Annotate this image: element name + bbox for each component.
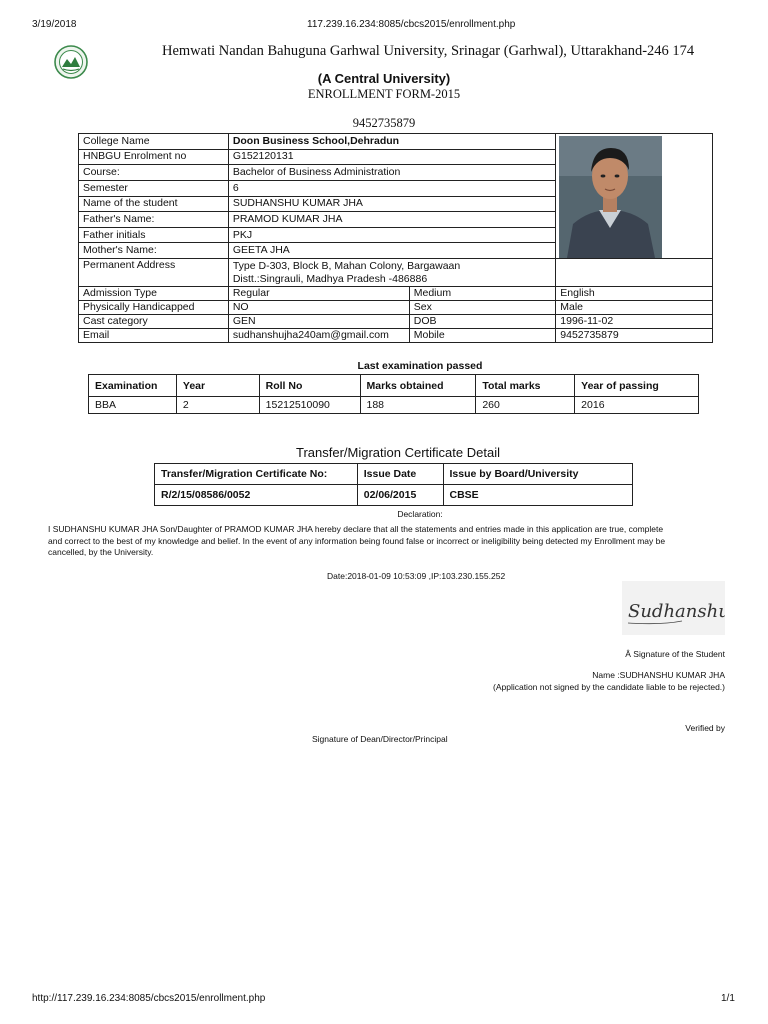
address-line-2: Distt.:Singrauli, Madhya Pradesh -486886 — [232, 272, 428, 285]
mother-name-label: Mother's Name: — [79, 243, 229, 259]
table-row — [79, 315, 713, 329]
category-label: Cast category — [79, 315, 229, 329]
table-row — [79, 329, 713, 343]
declaration-line-1: I SUDHANSHU KUMAR JHA Son/Daughter of PRAMOD KUMAR JHA hereby declare that all the statements and entries made in this application are true, complete — [48, 524, 664, 534]
signature-caption: Â Signature of the Student — [625, 649, 725, 659]
enrolment-label: HNBGU Enrolment no — [79, 149, 229, 165]
roll-cell: 15212510090 — [259, 397, 360, 414]
signatory-name: Name :SUDHANSHU KUMAR JHA — [592, 670, 725, 680]
table-header-row — [155, 464, 633, 485]
student-photo — [559, 136, 662, 258]
category-value: GEN — [228, 315, 409, 329]
total-cell: 260 — [476, 397, 575, 414]
email-label: Email — [79, 329, 229, 343]
roll-header: Roll No — [259, 375, 360, 397]
student-signature — [622, 581, 725, 635]
total-header: Total marks — [476, 375, 575, 397]
submission-date: Date:2018-01-09 10:53:09 ,IP:103.230.155.252 — [327, 571, 506, 581]
medium-label: Medium — [409, 287, 556, 301]
declaration-line-2: and correct to the best of my knowledge and belief. In the event of any information being found false or incorrect or ineligibility being detected my Enrollment may be — [48, 535, 666, 546]
declaration-line-3: cancelled, by the University. — [48, 547, 154, 557]
marks-header: Marks obtained — [360, 375, 476, 397]
father-initials-value: PKJ — [228, 227, 555, 243]
year-cell: 2 — [176, 397, 259, 414]
table-row — [89, 397, 699, 414]
student-info-table — [78, 133, 713, 343]
blank-cell — [556, 259, 713, 287]
print-url: 117.239.16.234:8085/cbcs2015/enrollment.php — [307, 19, 516, 30]
admission-type-value: Regular — [228, 287, 409, 301]
admission-type-label: Admission Type — [79, 287, 229, 301]
mobile-label: Mobile — [409, 329, 556, 343]
sex-label: Sex — [409, 301, 556, 315]
year-header: Year — [176, 375, 259, 397]
issue-date-header: Issue Date — [357, 464, 443, 485]
dob-label: DOB — [409, 315, 556, 329]
tc-table — [154, 463, 633, 506]
handicapped-label: Physically Handicapped — [79, 301, 229, 315]
student-name-label: Name of the student — [79, 196, 229, 212]
passing-year-header: Year of passing — [575, 375, 699, 397]
footer-url: http://117.239.16.234:8085/cbcs2015/enrollment.php — [32, 993, 266, 1004]
table-row — [79, 287, 713, 301]
passing-year-cell: 2016 — [575, 397, 699, 414]
exam-cell: BBA — [89, 397, 177, 414]
tc-section-title: Transfer/Migration Certificate Detail — [296, 445, 500, 460]
table-row — [79, 301, 713, 315]
email-value: sudhanshujha240am@gmail.com — [228, 329, 409, 343]
medium-value: English — [556, 287, 713, 301]
photo-cell — [556, 134, 713, 259]
issued-by-cell: CBSE — [443, 485, 633, 506]
page-count: 1/1 — [721, 993, 735, 1004]
table-row — [155, 485, 633, 506]
declaration-text — [48, 524, 728, 559]
table-row — [79, 259, 713, 287]
signature-note: (Application not signed by the candidate liable to be rejected.) — [492, 682, 725, 692]
declaration-title: Declaration: — [397, 509, 443, 519]
issue-date-cell: 02/06/2015 — [357, 485, 443, 506]
exam-section-title: Last examination passed — [357, 360, 483, 372]
mother-name-value: GEETA JHA — [228, 243, 555, 259]
print-date: 3/19/2018 — [32, 19, 77, 30]
signature-scribble: Sudhanshu — [628, 601, 725, 622]
address-line-1: Type D-303, Block B, Mahan Colony, Bargawaan — [232, 259, 461, 272]
father-name-label: Father's Name: — [79, 212, 229, 228]
verified-by: Verified by — [685, 723, 725, 733]
father-initials-label: Father initials — [79, 227, 229, 243]
university-name: Hemwati Nandan Bahuguna Garhwal University, Srinagar (Garhwal), Uttarakhand-246 174 — [162, 43, 695, 59]
tc-no-header: Transfer/Migration Certificate No: — [155, 464, 358, 485]
handicapped-value: NO — [228, 301, 409, 315]
enrolment-value: G152120131 — [228, 149, 555, 165]
exam-header: Examination — [89, 375, 177, 397]
form-title: ENROLLMENT FORM-2015 — [307, 87, 461, 101]
father-name-value: PRAMOD KUMAR JHA — [228, 212, 555, 228]
college-label: College Name — [79, 134, 229, 150]
course-label: Course: — [79, 165, 229, 181]
college-value: Doon Business School,Dehradun — [228, 134, 555, 150]
phone-number: 9452735879 — [352, 116, 416, 130]
semester-value: 6 — [228, 180, 555, 196]
central-university: (A Central University) — [317, 71, 451, 86]
dob-value: 1996-11-02 — [556, 315, 713, 329]
sex-value: Male — [556, 301, 713, 315]
exam-table — [88, 374, 699, 414]
student-name-value: SUDHANSHU KUMAR JHA — [228, 196, 555, 212]
tc-no-cell: R/2/15/08586/0052 — [155, 485, 358, 506]
address-label: Permanent Address — [79, 259, 229, 287]
mobile-value: 9452735879 — [556, 329, 713, 343]
semester-label: Semester — [79, 180, 229, 196]
course-value: Bachelor of Business Administration — [228, 165, 555, 181]
dean-signature-label: Signature of Dean/Director/Principal — [312, 734, 448, 744]
table-row — [79, 134, 713, 150]
address-value — [228, 259, 555, 287]
marks-cell: 188 — [360, 397, 476, 414]
table-header-row — [89, 375, 699, 397]
issued-by-header: Issue by Board/University — [443, 464, 633, 485]
